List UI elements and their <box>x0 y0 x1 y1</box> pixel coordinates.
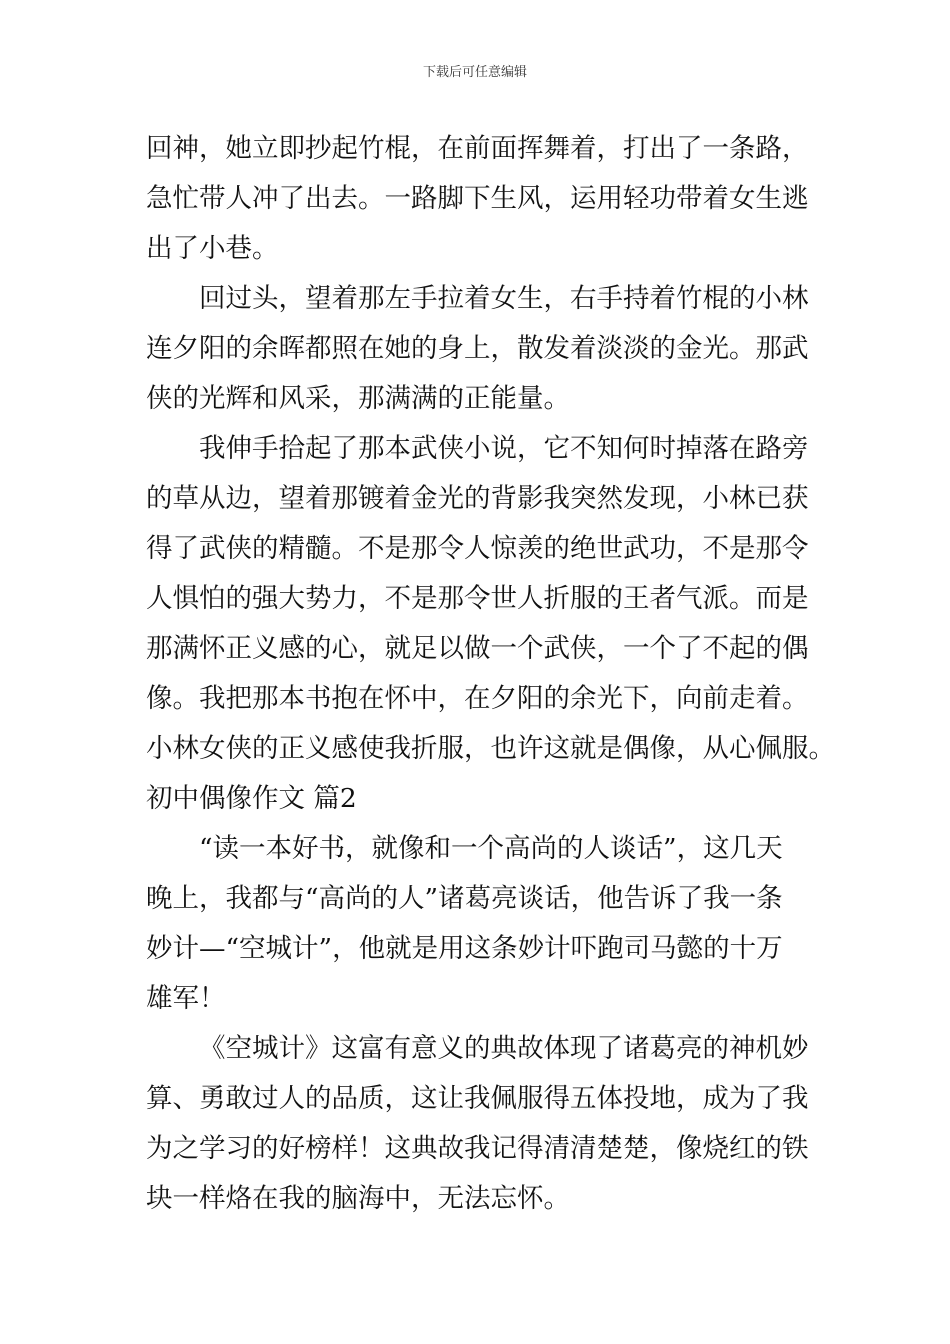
document-body <box>146 124 835 1224</box>
text-line-6: 侠的光辉和风采，那满满的正能量。 <box>146 383 570 414</box>
text-line-5: 连夕阳的余晖都照在她的身上，散发着淡淡的金光。那武 <box>146 333 809 364</box>
text-line-2: 急忙带人冲了出去。一路脚下生风，运用轻功带着女生逃 <box>146 183 809 214</box>
page-header: 下载后可任意编辑 <box>422 65 527 80</box>
text-line-8: 的草从边，望着那镀着金光的背影我突然发现，小林已获 <box>146 483 809 514</box>
text-line-12: 像。我把那本书抱在怀中，在夕阳的余光下，向前走着。 <box>146 683 809 714</box>
text-line-15: “读一本好书，就像和一个高尚的人谈话”，这几天 <box>199 833 783 864</box>
text-line-18: 雄军！ <box>146 983 226 1014</box>
text-line-22: 块一样烙在我的脑海中，无法忘怀。 <box>146 1183 570 1214</box>
text-line-17: 妙计—“空城计”，他就是用这条妙计吓跑司马懿的十万 <box>146 933 783 964</box>
text-line-3: 出了小巷。 <box>146 233 279 264</box>
section-heading: 初中偶像作文 篇2 <box>146 783 357 814</box>
text-line-4: 回过头，望着那左手拉着女生，右手持着竹棍的小林 <box>199 283 809 314</box>
text-line-13: 小林女侠的正义感使我折服，也许这就是偶像，从心佩服。 <box>146 733 835 764</box>
text-line-19: 《空城计》这富有意义的典故体现了诸葛亮的神机妙 <box>199 1033 809 1064</box>
text-line-11: 那满怀正义感的心，就足以做一个武侠，一个了不起的偶 <box>146 633 809 664</box>
text-line-10: 人惧怕的强大势力，不是那令世人折服的王者气派。而是 <box>146 583 809 614</box>
text-line-21: 为之学习的好榜样！这典故我记得清清楚楚，像烧红的铁 <box>146 1133 809 1164</box>
text-line-1: 回神，她立即抄起竹棍，在前面挥舞着，打出了一条路， <box>146 133 809 164</box>
text-line-16: 晚上，我都与“高尚的人”诸葛亮谈话，他告诉了我一条 <box>146 883 783 914</box>
text-line-7: 我伸手拾起了那本武侠小说，它不知何时掉落在路旁 <box>199 433 809 464</box>
text-line-20: 算、勇敢过人的品质，这让我佩服得五体投地，成为了我 <box>146 1083 809 1114</box>
text-line-9: 得了武侠的精髓。不是那令人惊羡的绝世武功，不是那令 <box>146 533 809 564</box>
